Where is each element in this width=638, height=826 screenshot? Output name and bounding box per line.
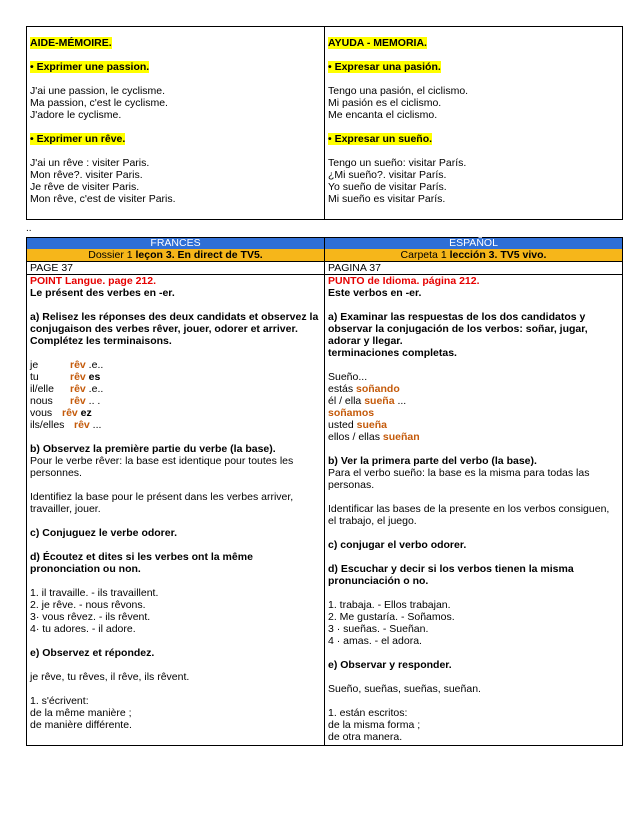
exercise-d-item-fr: 2. je rêve. - nous rêvons. (30, 599, 146, 611)
subtitle-es: Este verbos en -er. (328, 287, 422, 299)
memo-es-h1: • Expresar una pasión. (328, 61, 441, 73)
exercise-d-item-fr: 4· tu adores. - il adore. (30, 623, 136, 635)
dossier-fr-a: Dossier 1 (88, 249, 136, 261)
memo-es-line: Tengo una pasión, el ciclismo. (328, 85, 469, 97)
memo-fr-line: J'adore le cyclisme. (30, 109, 122, 121)
memo-fr-h2: • Exprimer un rêve. (30, 133, 126, 145)
exercise-a-sub-es: terminaciones completas. (328, 347, 457, 359)
lesson-es-cell (325, 275, 623, 746)
conj-row-es: él / ella sueña ... (328, 395, 407, 407)
memo-es-title: AYUDA - MEMORIA. (328, 37, 427, 49)
conj-row-fr: ils/elles rêv ... (30, 419, 102, 431)
exercise-a-sub-fr: Complétez les terminaisons. (30, 335, 172, 347)
conj-row-es: soñamos (328, 407, 375, 419)
exercise-f-item-es: de otra manera. (328, 731, 403, 743)
conj-row-es: Sueño... (328, 371, 368, 383)
exercise-b-text2-es: Identificar las bases de la presente en los verbos consiguen, el trabajo, el juego. (328, 503, 610, 527)
memo-es-cell (325, 27, 623, 220)
lesson-table (26, 237, 623, 746)
memo-fr-cell (27, 27, 325, 220)
exercise-f-item-fr: de manière différente. (30, 719, 132, 731)
exercise-b-text2-fr: Identifiez la base pour le présent dans les verbes arriver, travailler, jouer. (30, 491, 294, 515)
memo-fr-line: Mon rêve?. visiter Paris. (30, 169, 143, 181)
exercise-b-text-fr: Pour le verbe rêver: la base est identique pour toutes les personnes. (30, 455, 294, 479)
dossier-es-a: Carpeta 1 (400, 249, 450, 261)
exercise-c-title-es: c) conjugar el verbo odorer. (328, 539, 467, 551)
conj-row-fr: nous rêv .. . (30, 395, 101, 407)
page-fr: PAGE 37 (27, 262, 325, 275)
memo-fr-line: Ma passion, c'est le cyclisme. (30, 97, 168, 109)
dossier-fr-b: leçon 3. En direct de TV5. (135, 249, 263, 261)
page-es: PAGINA 37 (325, 262, 623, 275)
memo-es-line: Mi pasión es el ciclismo. (328, 97, 442, 109)
exercise-d-title-fr: d) Écoutez et dites si les verbes ont la même prononciation ou non. (30, 551, 253, 575)
memo-fr-line: J'ai un rêve : visiter Paris. (30, 157, 150, 169)
exercise-d-item-es: 2. Me gustaría. - Soñamos. (328, 611, 455, 623)
conj-row-es: estás soñando (328, 383, 400, 395)
exercise-d-item-es: 4 · amas. - el adora. (328, 635, 422, 647)
memo-es-line: ¿Mi sueño?. visitar París. (328, 169, 447, 181)
lang-header-fr: FRANCES (27, 238, 325, 250)
exercise-c-title-fr: c) Conjuguez le verbe odorer. (30, 527, 178, 539)
exercise-a-title-fr: a) Relisez les réponses des deux candidats et observez la conjugaison des verbes rêver, jouer, odorer et arriver. (30, 311, 319, 335)
memo-fr-line: J'ai une passion, le cyclisme. (30, 85, 166, 97)
subtitle-fr: Le présent des verbes en -er. (30, 287, 175, 299)
exercise-f-item-fr: de la même manière ; (30, 707, 132, 719)
exercise-e-text-fr: je rêve, tu rêves, il rêve, ils rêvent. (30, 671, 190, 683)
exercise-d-item-es: 3 · sueñas. - Sueñan. (328, 623, 429, 635)
exercise-b-text-es: Para el verbo sueño: la base es la misma para todas las personas. (328, 467, 590, 491)
conj-row-fr: tu rêv es (30, 371, 101, 383)
memo-es-line: Mi sueño es visitar París. (328, 193, 446, 205)
memo-es-line: Tengo un sueño: visitar París. (328, 157, 467, 169)
exercise-f-item-fr: 1. s'écrivent: (30, 695, 89, 707)
exercise-d-item-fr: 3· vous rêvez. - ils rêvent. (30, 611, 151, 623)
exercise-f-item-es: 1. están escritos: (328, 707, 408, 719)
conj-row-es: ellos / ellas sueñan (328, 431, 420, 443)
exercise-d-title-es: d) Escuchar y decir si los verbos tienen la misma pronunciación o no. (328, 563, 574, 587)
lang-header-es: ESPAÑOL (325, 238, 623, 250)
memo-fr-line: Mon rêve, c'est de visiter Paris. (30, 193, 176, 205)
memo-es-line: Yo sueño de visitar París. (328, 181, 447, 193)
memo-es-h2: • Expresar un sueño. (328, 133, 433, 145)
memo-fr-title: AIDE-MÉMOIRE. (30, 37, 112, 49)
exercise-e-text-es: Sueño, sueñas, sueñas, sueñan. (328, 683, 481, 695)
exercise-a-title-es: a) Examinar las respuestas de los dos candidatos y observar la conjugación de los verbos: soñar, jugar, adorar y llegar. (328, 311, 588, 347)
conj-row-fr: je rêv .e.. (30, 359, 104, 371)
dossier-header-es (325, 249, 623, 262)
exercise-e-title-fr: e) Observez et répondez. (30, 647, 155, 659)
exercise-d-item-fr: 1. il travaille. - ils travaillent. (30, 587, 159, 599)
exercise-f-item-es: de la misma forma ; (328, 719, 421, 731)
separator-dots: .. (26, 223, 32, 234)
memo-table (26, 26, 623, 220)
conj-row-fr: il/elle rêv .e.. (30, 383, 104, 395)
exercise-d-item-es: 1. trabaja. - Ellos trabajan. (328, 599, 451, 611)
exercise-b-title-es: b) Ver la primera parte del verbo (la base). (328, 455, 537, 467)
point-fr: POINT Langue. page 212. (30, 275, 157, 287)
memo-fr-h1: • Exprimer une passion. (30, 61, 150, 73)
dossier-header-fr (27, 249, 325, 262)
conj-row-es: usted sueña (328, 419, 387, 431)
memo-fr-line: Je rêve de visiter Paris. (30, 181, 140, 193)
exercise-e-title-es: e) Observar y responder. (328, 659, 452, 671)
lesson-fr-cell (27, 275, 325, 746)
conj-row-fr: vous rêv ez (30, 407, 92, 419)
exercise-b-title-fr: b) Observez la première partie du verbe (la base). (30, 443, 276, 455)
point-es: PUNTO de Idioma. página 212. (328, 275, 480, 287)
dossier-es-b: lección 3. TV5 vivo. (449, 249, 547, 261)
memo-es-line: Me encanta el ciclismo. (328, 109, 438, 121)
